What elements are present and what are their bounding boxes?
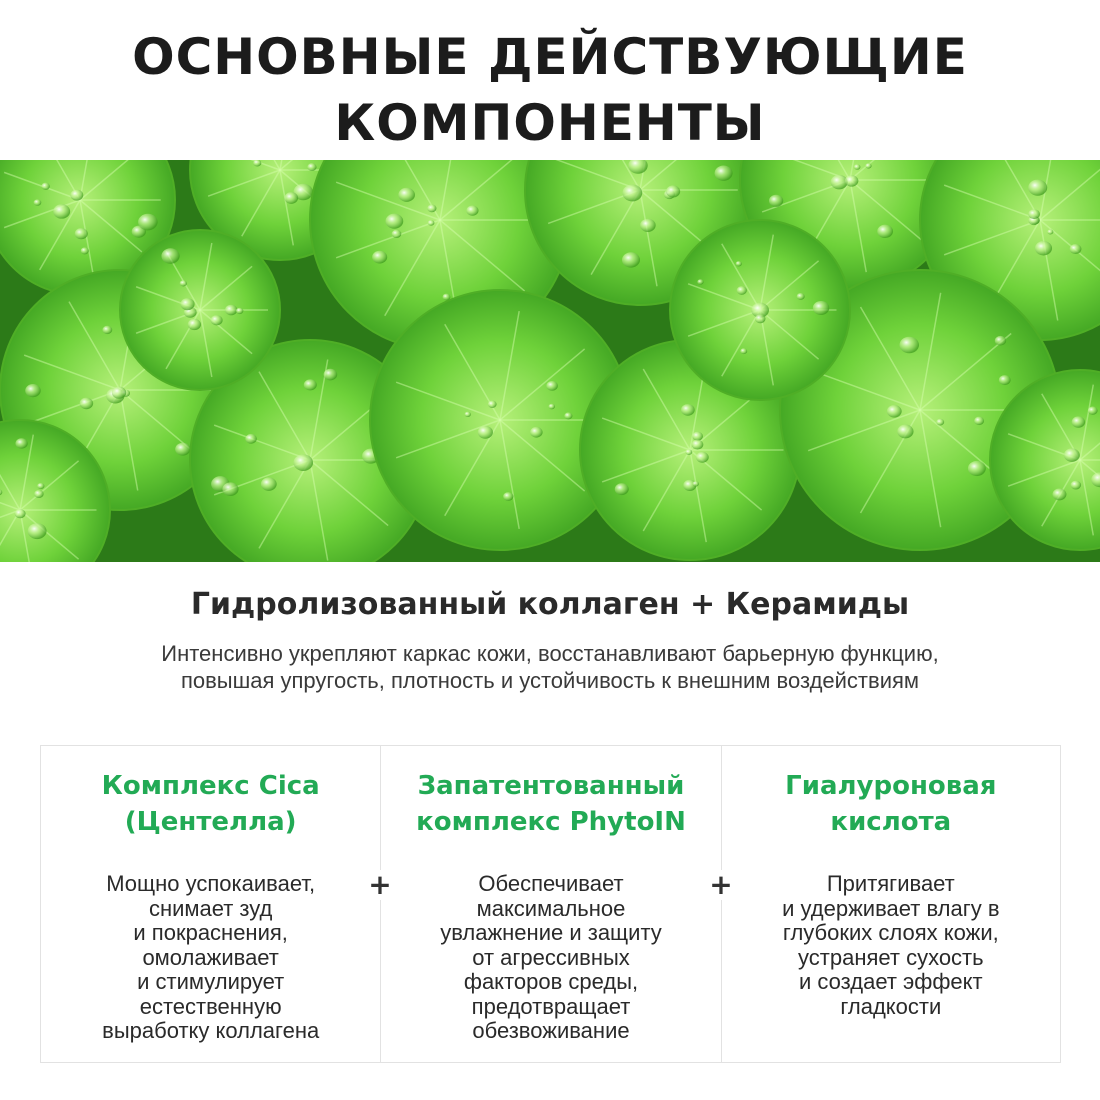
component-title <box>41 768 380 840</box>
water-drop <box>261 477 277 490</box>
water-drop <box>685 449 692 455</box>
component-description <box>722 872 1060 1019</box>
component-text-line: омолаживает <box>142 944 279 970</box>
water-drop <box>37 483 44 489</box>
water-drop <box>180 298 194 310</box>
water-drop <box>75 228 88 239</box>
water-drop <box>188 319 201 330</box>
component-title-line: (Центелла) <box>124 807 297 837</box>
component-card-phytoin <box>380 746 720 1062</box>
water-drop <box>112 387 126 399</box>
component-text-line: Притягивает <box>826 871 955 896</box>
component-text-line: факторов среды, <box>463 969 639 994</box>
water-drop <box>615 483 629 495</box>
water-drop <box>25 384 40 397</box>
water-drop <box>225 305 237 316</box>
component-text-line: от агрессивных <box>472 944 630 970</box>
water-drop <box>736 261 742 266</box>
water-drop <box>284 192 298 204</box>
component-description <box>41 872 380 1044</box>
component-text-line: и создает эффект <box>799 969 983 994</box>
water-drop <box>1028 180 1047 196</box>
component-title <box>381 768 720 840</box>
leaves-illustration <box>0 160 1100 562</box>
water-drop <box>427 205 436 213</box>
water-drop <box>161 248 179 264</box>
intro-subtitle: Гидролизованный коллаген + Керамиды <box>190 587 910 622</box>
water-drop <box>900 337 920 354</box>
water-drop <box>666 185 680 197</box>
plus-separator: + <box>709 868 733 901</box>
water-drop <box>466 205 478 215</box>
component-card-hyaluronic <box>721 746 1060 1062</box>
component-text-line: выработку коллагена <box>102 1018 320 1043</box>
water-drop <box>999 375 1011 385</box>
water-drop <box>693 481 699 486</box>
plus-separator: + <box>368 868 392 901</box>
component-text-line: и покраснения, <box>133 920 288 945</box>
water-drop <box>995 336 1006 346</box>
water-drop <box>1071 481 1081 490</box>
water-drop <box>640 219 656 232</box>
water-drop <box>968 461 986 476</box>
component-text-line: максимальное <box>476 895 626 921</box>
water-drop <box>1053 488 1067 500</box>
component-text-line: и стимулирует <box>137 969 285 994</box>
component-text-line: и удерживает влагу в <box>782 895 1000 921</box>
water-drop <box>398 188 415 202</box>
water-drop <box>503 492 513 501</box>
water-drop <box>81 247 89 254</box>
component-description <box>381 872 720 1044</box>
water-drop <box>622 185 642 202</box>
component-text-line: устраняет сухость <box>798 944 984 970</box>
components-panel <box>40 745 1061 1063</box>
water-drop <box>622 252 640 267</box>
water-drop <box>813 301 830 315</box>
water-drop <box>180 280 187 286</box>
page-title-line-2: КОМПОНЕНТЫ <box>334 94 766 152</box>
water-drop <box>936 419 944 426</box>
water-drop <box>692 440 704 450</box>
water-drop <box>755 314 766 323</box>
water-drop <box>324 369 338 381</box>
water-drop <box>80 398 94 410</box>
water-drop <box>549 404 555 410</box>
water-drop <box>34 199 42 205</box>
water-drop <box>1064 448 1080 462</box>
water-drop <box>877 225 893 238</box>
component-text-line: увлажнение и защиту <box>440 920 662 945</box>
component-text-line: Обеспечивает <box>478 871 624 896</box>
component-text-line: Мощно успокаивает, <box>106 871 316 896</box>
water-drop <box>236 308 243 314</box>
water-drop <box>15 509 26 518</box>
water-drop <box>1028 209 1040 219</box>
water-drop <box>386 214 404 229</box>
water-drop <box>692 432 703 441</box>
component-title-line: кислота <box>830 807 952 837</box>
centella-leaves-photo <box>0 160 1100 562</box>
water-drop <box>222 482 238 496</box>
water-drop <box>307 163 316 171</box>
water-drop <box>530 427 543 438</box>
water-drop <box>797 293 805 300</box>
water-drop <box>53 204 70 218</box>
component-title-line: Запатентованный <box>417 771 685 801</box>
water-drop <box>1047 229 1053 234</box>
component-text-line: гладкости <box>840 993 942 1019</box>
page-title <box>0 24 1100 156</box>
water-drop <box>372 251 387 264</box>
water-drop <box>715 165 733 180</box>
water-drop <box>211 315 223 325</box>
water-drop <box>15 438 27 448</box>
water-drop <box>854 164 861 170</box>
water-drop <box>1070 244 1082 254</box>
water-drop <box>34 490 43 498</box>
water-drop <box>28 523 47 539</box>
water-drop <box>681 404 695 416</box>
intro-description: Интенсивно укрепляют каркас кожи, восстанавливают барьерную функцию, повышая упругость, плотность и устойчивость к внешним воздействиям <box>161 641 939 693</box>
water-drop <box>769 195 783 207</box>
component-text-line: глубоких слоях кожи, <box>782 920 999 945</box>
water-drop <box>488 401 497 408</box>
water-drop <box>304 379 317 390</box>
water-drop <box>737 286 747 295</box>
water-drop <box>897 425 913 439</box>
component-card-cica <box>41 746 380 1062</box>
page-title-line-1: ОСНОВНЫЕ ДЕЙСТВУЮЩИЕ <box>132 28 968 86</box>
water-drop <box>546 381 558 391</box>
water-drop <box>865 163 871 168</box>
water-drop <box>1035 241 1052 256</box>
water-drop <box>478 426 493 439</box>
water-drop <box>697 279 703 284</box>
component-title-line: Гиалуроновая <box>785 771 997 801</box>
water-drop <box>293 454 313 471</box>
water-drop <box>845 175 859 186</box>
water-drop <box>245 434 256 444</box>
water-drop <box>974 417 984 425</box>
water-drop <box>175 443 190 456</box>
component-title <box>722 768 1060 840</box>
component-title-line: Комплекс Cica <box>101 771 320 801</box>
water-drop <box>696 452 709 463</box>
water-drop <box>1072 416 1085 427</box>
component-text-line: естественную <box>139 993 282 1019</box>
water-drop <box>392 230 402 238</box>
water-drop <box>41 183 49 190</box>
component-text-line: обезвоживание <box>472 1018 630 1043</box>
water-drop <box>102 326 112 334</box>
water-drop <box>887 405 902 418</box>
component-text-line: снимает зуд <box>148 895 273 921</box>
water-drop <box>428 220 435 226</box>
water-drop <box>138 214 158 231</box>
component-text-line: предотвращает <box>471 993 631 1019</box>
water-drop <box>564 412 572 419</box>
water-drop <box>740 348 747 354</box>
water-drop <box>465 412 471 417</box>
water-drop <box>1088 406 1098 414</box>
water-drop <box>70 190 83 201</box>
component-title-line: комплекс PhytoIN <box>416 807 686 837</box>
